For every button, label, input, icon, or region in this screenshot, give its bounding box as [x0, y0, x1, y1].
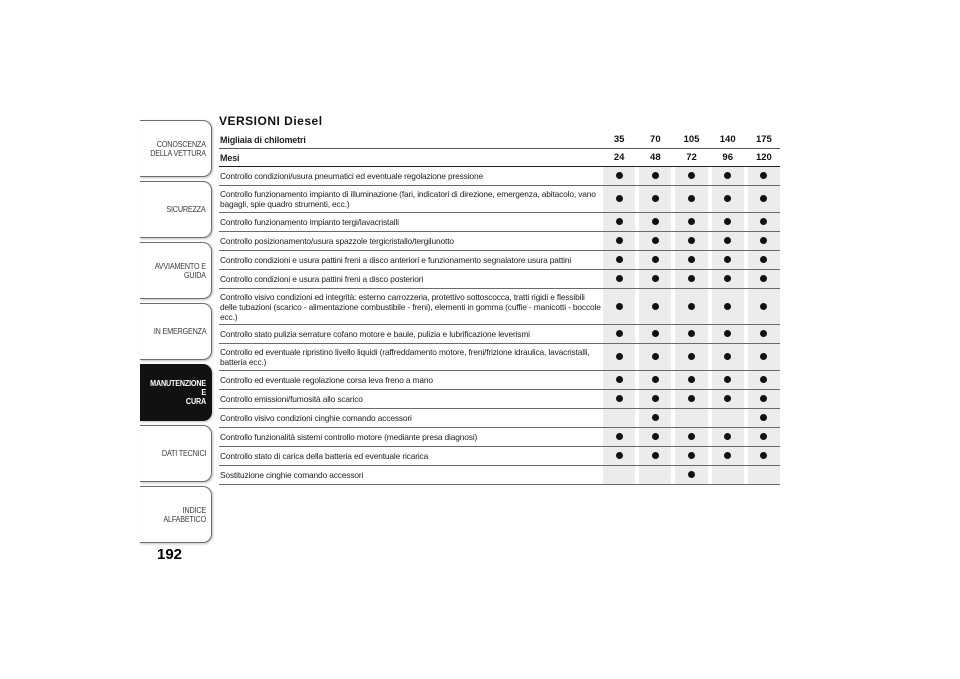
interval-cell	[675, 447, 707, 466]
check-dot-icon	[760, 452, 767, 459]
check-dot-icon	[652, 376, 659, 383]
interval-cell	[748, 428, 780, 447]
check-dot-icon	[616, 303, 623, 310]
interval-cell	[712, 232, 744, 251]
header-months-label: Mesi	[219, 149, 603, 167]
check-dot-icon	[760, 256, 767, 263]
interval-cell	[748, 213, 780, 232]
interval-cell	[603, 213, 635, 232]
interval-cell	[748, 390, 780, 409]
check-dot-icon	[688, 452, 695, 459]
check-dot-icon	[688, 237, 695, 244]
interval-cell	[603, 371, 635, 390]
header-months-value: 72	[675, 149, 707, 167]
interval-cell	[639, 270, 671, 289]
check-dot-icon	[724, 303, 731, 310]
check-dot-icon	[760, 237, 767, 244]
check-dot-icon	[688, 376, 695, 383]
interval-cell	[603, 251, 635, 270]
interval-cell	[748, 251, 780, 270]
tab-label: MANUTENZIONE E CURA	[150, 379, 206, 406]
check-dot-icon	[652, 275, 659, 282]
interval-cell	[748, 270, 780, 289]
interval-cell	[712, 390, 744, 409]
check-dot-icon	[652, 414, 659, 421]
table-row	[219, 213, 780, 232]
interval-cell	[603, 167, 635, 186]
interval-cell	[748, 371, 780, 390]
check-dot-icon	[760, 433, 767, 440]
interval-cell	[712, 428, 744, 447]
tab-label: INDICE ALFABETICO	[163, 505, 206, 524]
check-dot-icon	[652, 353, 659, 360]
check-dot-icon	[760, 395, 767, 402]
interval-cell	[675, 371, 707, 390]
header-months-value: 48	[639, 149, 671, 167]
check-dot-icon	[760, 172, 767, 179]
interval-cell	[639, 232, 671, 251]
interval-cell	[603, 344, 635, 371]
check-dot-icon	[652, 395, 659, 402]
check-dot-icon	[688, 256, 695, 263]
check-dot-icon	[616, 172, 623, 179]
interval-cell	[603, 409, 635, 428]
tab-in-emergenza[interactable]	[140, 303, 212, 360]
interval-cell	[712, 251, 744, 270]
operation-label: Controllo posizionamento/usura spazzole tergicristallo/tergilunotto	[219, 232, 603, 251]
interval-cell	[748, 186, 780, 213]
interval-cell	[712, 344, 744, 371]
interval-cell	[639, 213, 671, 232]
check-dot-icon	[616, 237, 623, 244]
check-dot-icon	[688, 433, 695, 440]
operation-label: Controllo visivo condizioni ed integrità: esterno carrozzeria, protettivo sottoscocca, tratti rigidi e flessibili delle tubazioni (scarico - alimentazione combustibile - freni), elementi in gomma (cuffie - manicotti - boccole ecc.)	[219, 289, 603, 325]
operation-label: Controllo condizioni e usura pattini freni a disco posteriori	[219, 270, 603, 289]
header-km-value: 175	[748, 131, 780, 149]
interval-cell	[712, 447, 744, 466]
check-dot-icon	[724, 172, 731, 179]
table-row	[219, 409, 780, 428]
interval-cell	[603, 270, 635, 289]
interval-cell	[603, 390, 635, 409]
check-dot-icon	[616, 275, 623, 282]
check-dot-icon	[724, 395, 731, 402]
interval-cell	[712, 167, 744, 186]
operation-label: Controllo ed eventuale ripristino livello liquidi (raffreddamento motore, freni/frizione idraulica, lavacristalli, batteria ecc.)	[219, 344, 603, 371]
interval-cell	[748, 325, 780, 344]
interval-cell	[712, 325, 744, 344]
interval-cell	[675, 344, 707, 371]
interval-cell	[712, 409, 744, 428]
header-km-label: Migliaia di chilometri	[219, 131, 603, 149]
table-row	[219, 186, 780, 213]
tab-manutenzione-e-cura[interactable]	[140, 364, 212, 421]
check-dot-icon	[652, 452, 659, 459]
interval-cell	[639, 186, 671, 213]
check-dot-icon	[652, 218, 659, 225]
interval-cell	[748, 344, 780, 371]
table-row	[219, 232, 780, 251]
operation-label: Controllo condizioni e usura pattini freni a disco anteriori e funzionamento segnalatore usura pattini	[219, 251, 603, 270]
operation-label: Controllo funzionamento impianto tergi/lavacristalli	[219, 213, 603, 232]
interval-cell	[639, 371, 671, 390]
interval-cell	[675, 213, 707, 232]
check-dot-icon	[688, 303, 695, 310]
interval-cell	[712, 371, 744, 390]
check-dot-icon	[652, 433, 659, 440]
header-months-value: 120	[748, 149, 780, 167]
check-dot-icon	[616, 395, 623, 402]
interval-cell	[748, 409, 780, 428]
interval-cell	[603, 428, 635, 447]
operation-label: Controllo ed eventuale regolazione corsa leva freno a mano	[219, 371, 603, 390]
interval-cell	[639, 390, 671, 409]
tab-label: SICUREZZA	[166, 205, 206, 214]
interval-cell	[712, 270, 744, 289]
header-km-value: 105	[675, 131, 707, 149]
check-dot-icon	[724, 376, 731, 383]
interval-cell	[639, 466, 671, 485]
table-row	[219, 270, 780, 289]
check-dot-icon	[724, 275, 731, 282]
table-row	[219, 344, 780, 371]
table-row	[219, 167, 780, 186]
tab-conoscenza-della-vettura[interactable]	[140, 120, 212, 177]
header-km-value: 35	[603, 131, 635, 149]
table-row	[219, 447, 780, 466]
interval-cell	[675, 390, 707, 409]
interval-cell	[603, 325, 635, 344]
interval-cell	[675, 251, 707, 270]
tab-dati-tecnici[interactable]	[140, 425, 212, 482]
check-dot-icon	[724, 433, 731, 440]
check-dot-icon	[616, 195, 623, 202]
check-dot-icon	[760, 414, 767, 421]
interval-cell	[675, 428, 707, 447]
operation-label: Controllo funzionalità sistemi controllo motore (mediante presa diagnosi)	[219, 428, 603, 447]
check-dot-icon	[688, 172, 695, 179]
interval-cell	[675, 289, 707, 325]
interval-cell	[748, 232, 780, 251]
interval-cell	[712, 289, 744, 325]
interval-cell	[639, 447, 671, 466]
header-months-value: 24	[603, 149, 635, 167]
chapter-sidebar	[140, 120, 212, 547]
operation-label: Controllo emissioni/fumosità allo scarico	[219, 390, 603, 409]
table-row	[219, 251, 780, 270]
interval-cell	[603, 186, 635, 213]
check-dot-icon	[652, 256, 659, 263]
check-dot-icon	[760, 275, 767, 282]
interval-cell	[748, 466, 780, 485]
table-row	[219, 390, 780, 409]
check-dot-icon	[616, 353, 623, 360]
interval-cell	[748, 447, 780, 466]
check-dot-icon	[616, 376, 623, 383]
header-row-months	[219, 149, 780, 167]
interval-cell	[675, 186, 707, 213]
tab-label: IN EMERGENZA	[153, 327, 206, 336]
check-dot-icon	[652, 303, 659, 310]
section-title: VERSIONI Diesel	[219, 114, 323, 128]
operation-label: Controllo visivo condizioni cinghie comando accessori	[219, 409, 603, 428]
table-row	[219, 289, 780, 325]
tab-indice-alfabetico[interactable]	[140, 486, 212, 543]
table-row	[219, 428, 780, 447]
tab-label: CONOSCENZA DELLA VETTURA	[150, 139, 206, 158]
check-dot-icon	[616, 452, 623, 459]
check-dot-icon	[724, 256, 731, 263]
tab-label: AVVIAMENTO E GUIDA	[154, 261, 206, 280]
check-dot-icon	[724, 218, 731, 225]
check-dot-icon	[724, 195, 731, 202]
interval-cell	[639, 409, 671, 428]
interval-cell	[748, 289, 780, 325]
interval-cell	[639, 325, 671, 344]
interval-cell	[675, 409, 707, 428]
interval-cell	[712, 186, 744, 213]
table-row	[219, 466, 780, 485]
operation-label: Sostituzione cinghie comando accessori	[219, 466, 603, 485]
check-dot-icon	[724, 452, 731, 459]
header-km-value: 140	[712, 131, 744, 149]
check-dot-icon	[616, 330, 623, 337]
check-dot-icon	[688, 471, 695, 478]
header-km-value: 70	[639, 131, 671, 149]
check-dot-icon	[688, 330, 695, 337]
interval-cell	[639, 289, 671, 325]
check-dot-icon	[652, 330, 659, 337]
interval-cell	[639, 428, 671, 447]
operation-label: Controllo stato di carica della batteria ed eventuale ricarica	[219, 447, 603, 466]
tab-sicurezza[interactable]	[140, 181, 212, 238]
interval-cell	[712, 213, 744, 232]
interval-cell	[675, 167, 707, 186]
interval-cell	[639, 167, 671, 186]
interval-cell	[675, 325, 707, 344]
interval-cell	[603, 232, 635, 251]
check-dot-icon	[760, 376, 767, 383]
tab-avviamento-e-guida[interactable]	[140, 242, 212, 299]
interval-cell	[603, 447, 635, 466]
check-dot-icon	[724, 330, 731, 337]
check-dot-icon	[688, 395, 695, 402]
check-dot-icon	[652, 237, 659, 244]
interval-cell	[639, 251, 671, 270]
check-dot-icon	[760, 195, 767, 202]
check-dot-icon	[760, 330, 767, 337]
interval-cell	[712, 466, 744, 485]
header-row-km	[219, 131, 780, 149]
interval-cell	[675, 232, 707, 251]
page-number: 192	[157, 546, 183, 563]
check-dot-icon	[688, 275, 695, 282]
check-dot-icon	[652, 172, 659, 179]
operation-label: Controllo funzionamento impianto di illuminazione (fari, indicatori di direzione, emergenza, abitacolo, vano bagagli, spie quadro strumenti, ecc.)	[219, 186, 603, 213]
interval-cell	[675, 270, 707, 289]
check-dot-icon	[688, 353, 695, 360]
check-dot-icon	[616, 256, 623, 263]
operation-label: Controllo condizioni/usura pneumatici ed eventuale regolazione pressione	[219, 167, 603, 186]
interval-cell	[603, 289, 635, 325]
check-dot-icon	[616, 433, 623, 440]
table-row	[219, 325, 780, 344]
check-dot-icon	[616, 218, 623, 225]
check-dot-icon	[724, 353, 731, 360]
check-dot-icon	[652, 195, 659, 202]
interval-cell	[675, 466, 707, 485]
check-dot-icon	[760, 218, 767, 225]
header-months-value: 96	[712, 149, 744, 167]
operation-label: Controllo stato pulizia serrature cofano motore e baule, pulizia e lubrificazione leverismi	[219, 325, 603, 344]
check-dot-icon	[688, 218, 695, 225]
check-dot-icon	[760, 353, 767, 360]
interval-cell	[639, 344, 671, 371]
check-dot-icon	[724, 237, 731, 244]
check-dot-icon	[760, 303, 767, 310]
table-row	[219, 371, 780, 390]
interval-cell	[748, 167, 780, 186]
maintenance-schedule-table	[219, 131, 780, 485]
interval-cell	[603, 466, 635, 485]
tab-label: DATI TECNICI	[161, 449, 206, 458]
check-dot-icon	[688, 195, 695, 202]
